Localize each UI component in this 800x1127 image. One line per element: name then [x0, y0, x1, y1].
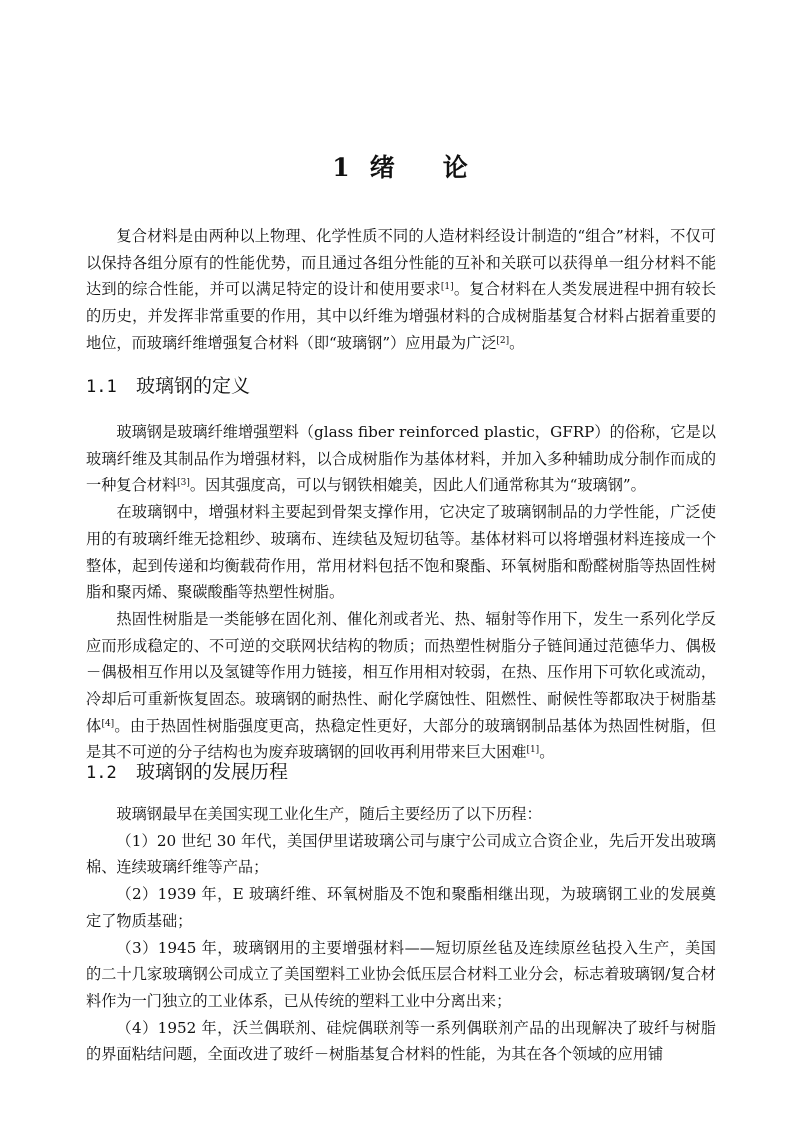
section-title: 玻璃钢的定义 [136, 375, 251, 397]
list-item: （2）1939 年，E 玻璃纤维、环氧树脂及不饱和聚酯相继出现，为玻璃钢工业的发展奠定了物质基础； [86, 885, 716, 930]
paragraph: 玻璃钢最早在美国实现工业化生产，随后主要经历了以下历程： [116, 805, 542, 823]
paragraph: 在玻璃钢中，增强材料主要起到骨架支撑作用，它决定了玻璃钢制品的力学性能，广泛使用的有玻璃纤维无捻粗纱、玻璃布、连续毡及短切毡等。基体材料可以将增强材料连接成一个整体，起到传递和均衡载荷作用，常用材料包括不饱和聚酯、环氧树脂和酚醛树脂等热固性树脂和聚丙烯、聚碳酸酯等热塑性树脂。 [86, 503, 716, 602]
list-item: （1）20 世纪 30 年代，美国伊里诺玻璃公司与康宁公司成立合资企业，先后开发出玻璃棉、连续玻璃纤维等产品； [86, 831, 716, 877]
section-title: 玻璃钢的发展历程 [136, 761, 289, 783]
section-heading-1-1 [86, 371, 250, 398]
citation-ref: [2] [496, 335, 510, 346]
paragraph: 热固性树脂是一类能够在固化剂、催化剂或者光、热、辐射等作用下，发生一系列化学反应而形成稳定的、不可逆的交联网状结构的物质；而热塑性树脂分子链间通过范德华力、偶极－偶极相互作用以及氢键等作用力链接，相互作用相对较弱，在热、压作用下可软化或流动，冷却后可重新恢复固态。玻璃钢的耐热性、耐化学腐蚀性、阻燃性、耐候性等都取决于树脂基体[4]。由于热固性树脂强度更高，热稳定性更好，大部分的玻璃钢制品基体为热固性树脂，但是其不可逆的分子结构也为废弃玻璃钢的回收再利用带来巨大困难[1]。 [86, 609, 717, 762]
citation-ref: [3] [177, 478, 190, 489]
citation-ref: [1] [440, 282, 454, 293]
citation-ref: [4] [101, 718, 115, 729]
chapter-title [0, 148, 800, 184]
chapter-number: 1 [332, 153, 350, 182]
intro-paragraph-block [86, 223, 716, 357]
paragraph: 玻璃钢是玻璃纤维增强塑料（glass fiber reinforced plastic，GFRP）的俗称，它是以玻璃纤维及其制品作为增强材料，以合成树脂作为基体材料，并加入多种辅助成分制作而成的一种复合材料[3]。因其强度高，可以与钢铁相媲美，因此人们通常称其为“玻璃钢”。 [86, 423, 716, 495]
section-heading-1-2 [86, 757, 288, 784]
section-number: 1.2 [86, 763, 117, 783]
chapter-title-char-1: 绪 [369, 153, 395, 182]
citation-ref: [1] [526, 745, 540, 756]
list-item: （4）1952 年，沃兰偶联剂、硅烷偶联剂等一系列偶联剂产品的出现解决了玻纤与树脂的界面粘结问题，全面改进了玻纤－树脂基复合材料的性能，为其在各个领域的应用铺 [86, 1018, 716, 1064]
section-1-2-body [86, 801, 716, 1068]
chapter-title-char-2: 论 [442, 153, 468, 182]
list-item: （3）1945 年，玻璃钢用的主要增强材料——短切原丝毡及连续原丝毡投入生产，美国的二十几家玻璃钢公司成立了美国塑料工业协会低压层合材料工业分会，标志着玻璃钢/复合材料作为一门独立的工业体系，已从传统的塑料工业中分离出来； [86, 938, 716, 1010]
section-number: 1.1 [86, 377, 117, 397]
section-1-1-body [86, 419, 716, 766]
intro-paragraph: 复合材料是由两种以上物理、化学性质不同的人造材料经设计制造的“组合”材料，不仅可以保持各组分原有的性能优势，而且通过各组分性能的互补和关联可以获得单一组分材料不能达到的综合性能，并可以满足特定的设计和使用要求[1]。复合材料在人类发展进程中拥有较长的历史，并发挥非常重要的作用，其中以纤维为增强材料的合成树脂基复合材料占据着重要的地位，而玻璃纤维增强复合材料（即“玻璃钢”）应用最为广泛[2]。 [86, 227, 717, 352]
